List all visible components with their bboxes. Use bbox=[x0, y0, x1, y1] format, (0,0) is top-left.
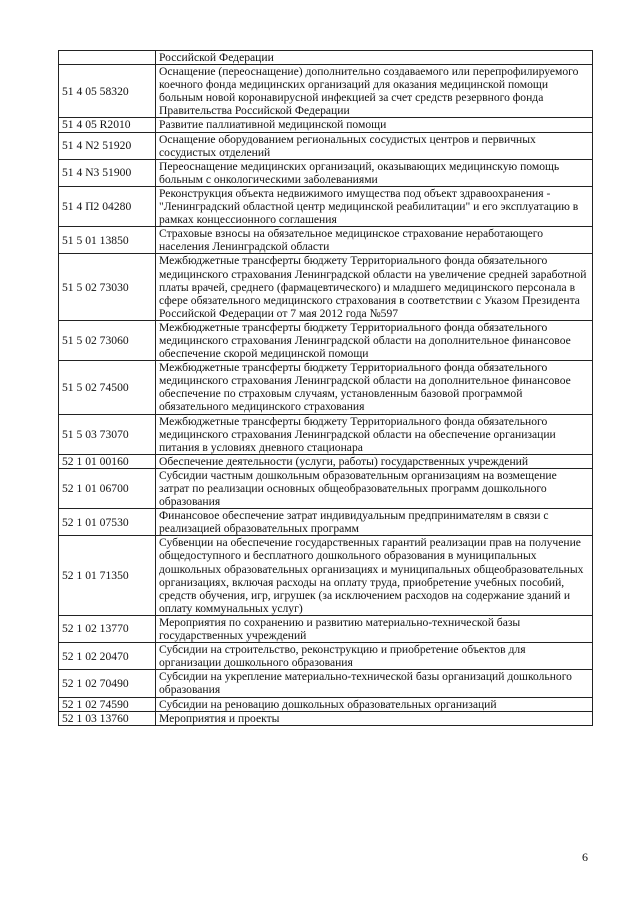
expense-description-cell: Мероприятия по сохранению и развитию материально-технической базы государственных учреждений bbox=[156, 615, 593, 642]
budget-code-cell: 51 4 П2 04280 bbox=[59, 186, 156, 226]
table-row bbox=[59, 118, 593, 132]
page-number: 6 bbox=[582, 850, 588, 864]
table-row bbox=[59, 697, 593, 711]
budget-code-cell bbox=[59, 51, 156, 65]
budget-code-cell: 51 4 N2 51920 bbox=[59, 132, 156, 159]
expense-description-cell: Межбюджетные трансферты бюджету Территориального фонда обязательного медицинского страхования Ленинградской области на дополнительное финансовое обеспечение скорой медицинской помощи bbox=[156, 320, 593, 360]
budget-code-cell: 52 1 02 70490 bbox=[59, 670, 156, 697]
budget-code-cell: 51 4 05 58320 bbox=[59, 65, 156, 118]
budget-code-cell: 52 1 02 74590 bbox=[59, 697, 156, 711]
expense-description-cell: Межбюджетные трансферты бюджету Территориального фонда обязательного медицинского страхования Ленинградской области на обеспечение организации питания в условиях дневного стационара bbox=[156, 414, 593, 454]
table-row bbox=[59, 159, 593, 186]
budget-code-cell: 51 4 N3 51900 bbox=[59, 159, 156, 186]
budget-code-cell: 52 1 01 00160 bbox=[59, 454, 156, 468]
budget-code-cell: 52 1 03 13760 bbox=[59, 711, 156, 725]
budget-code-cell: 51 5 02 73030 bbox=[59, 254, 156, 320]
table-row bbox=[59, 468, 593, 508]
expense-description-cell: Мероприятия и проекты bbox=[156, 711, 593, 725]
table-row bbox=[59, 711, 593, 725]
table-row bbox=[59, 320, 593, 360]
expense-description-cell: Оснащение оборудованием региональных сосудистых центров и первичных сосудистых отделений bbox=[156, 132, 593, 159]
table-row bbox=[59, 509, 593, 536]
expense-description-cell: Субсидии частным дошкольным образовательным организациям на возмещение затрат по реализации основных общеобразовательных программ дошкольного образования bbox=[156, 468, 593, 508]
budget-code-cell: 51 4 05 R2010 bbox=[59, 118, 156, 132]
expense-description-cell: Реконструкция объекта недвижимого имущества под объект здравоохранения - "Ленинградский областной центр медицинской реабилитации" и его эксплуатацию в рамках концессионного соглашения bbox=[156, 186, 593, 226]
table-row bbox=[59, 643, 593, 670]
budget-code-cell: 51 5 02 74500 bbox=[59, 361, 156, 414]
table-row bbox=[59, 254, 593, 320]
expense-description-cell: Оснащение (переоснащение) дополнительно создаваемого или перепрофилируемого коечного фонда медицинских организаций для оказания медицинской помощи больным новой коронавирусной инфекцией за счет средств резервного фонда Правительства Российской Федерации bbox=[156, 65, 593, 118]
expense-description-cell: Переоснащение медицинских организаций, оказывающих медицинскую помощь больным с онкологическими заболеваниями bbox=[156, 159, 593, 186]
expense-description-cell: Межбюджетные трансферты бюджету Территориального фонда обязательного медицинского страхования Ленинградской области на увеличение средней заработной платы врачей, среднего (фармацевтического) и младшего медицинского персонала в сфере обязательного медицинского страхования в соответствии с Указом Президента Российской Федерации от 7 мая 2012 года №597 bbox=[156, 254, 593, 320]
expense-description-cell: Обеспечение деятельности (услуги, работы) государственных учреждений bbox=[156, 454, 593, 468]
budget-code-cell: 52 1 01 07530 bbox=[59, 509, 156, 536]
expense-description-cell: Межбюджетные трансферты бюджету Территориального фонда обязательного медицинского страхования Ленинградской области на дополнительное финансовое обеспечение по страховым случаям, установленным базовой программой обязательного медицинского страхования bbox=[156, 361, 593, 414]
expense-description-cell: Субсидии на укрепление материально-технической базы организаций дошкольного образования bbox=[156, 670, 593, 697]
expense-description-cell: Финансовое обеспечение затрат индивидуальным предпринимателям в связи с реализацией образовательных программ bbox=[156, 509, 593, 536]
table-body bbox=[59, 51, 593, 726]
budget-code-cell: 51 5 03 73070 bbox=[59, 414, 156, 454]
table-row bbox=[59, 615, 593, 642]
expense-description-cell: Субсидии на строительство, реконструкцию и приобретение объектов для организации дошкольного образования bbox=[156, 643, 593, 670]
table-row bbox=[59, 186, 593, 226]
expense-description-cell: Развитие паллиативной медицинской помощи bbox=[156, 118, 593, 132]
table-row bbox=[59, 361, 593, 414]
expense-description-cell: Российской Федерации bbox=[156, 51, 593, 65]
budget-code-cell: 52 1 01 71350 bbox=[59, 536, 156, 616]
table-row bbox=[59, 132, 593, 159]
expense-description-cell: Субсидии на реновацию дошкольных образовательных организаций bbox=[156, 697, 593, 711]
table-row bbox=[59, 536, 593, 616]
table-row bbox=[59, 51, 593, 65]
budget-code-cell: 51 5 01 13850 bbox=[59, 227, 156, 254]
table-row bbox=[59, 670, 593, 697]
table-row bbox=[59, 227, 593, 254]
budget-classification-table bbox=[58, 50, 593, 726]
budget-code-cell: 52 1 01 06700 bbox=[59, 468, 156, 508]
table-row bbox=[59, 454, 593, 468]
table-row bbox=[59, 65, 593, 118]
budget-code-cell: 52 1 02 13770 bbox=[59, 615, 156, 642]
expense-description-cell: Субвенции на обеспечение государственных гарантий реализации прав на получение общедоступного и бесплатного дошкольного образования в муниципальных дошкольных образовательных организациях и муниципальных общеобразовательных организациях, включая расходы на оплату труда, приобретение учебных пособий, средств обучения, игр, игрушек (за исключением расходов на содержание зданий и оплату коммунальных услуг) bbox=[156, 536, 593, 616]
table-row bbox=[59, 414, 593, 454]
budget-code-cell: 52 1 02 20470 bbox=[59, 643, 156, 670]
expense-description-cell: Страховые взносы на обязательное медицинское страхование неработающего населения Ленинградской области bbox=[156, 227, 593, 254]
budget-code-cell: 51 5 02 73060 bbox=[59, 320, 156, 360]
